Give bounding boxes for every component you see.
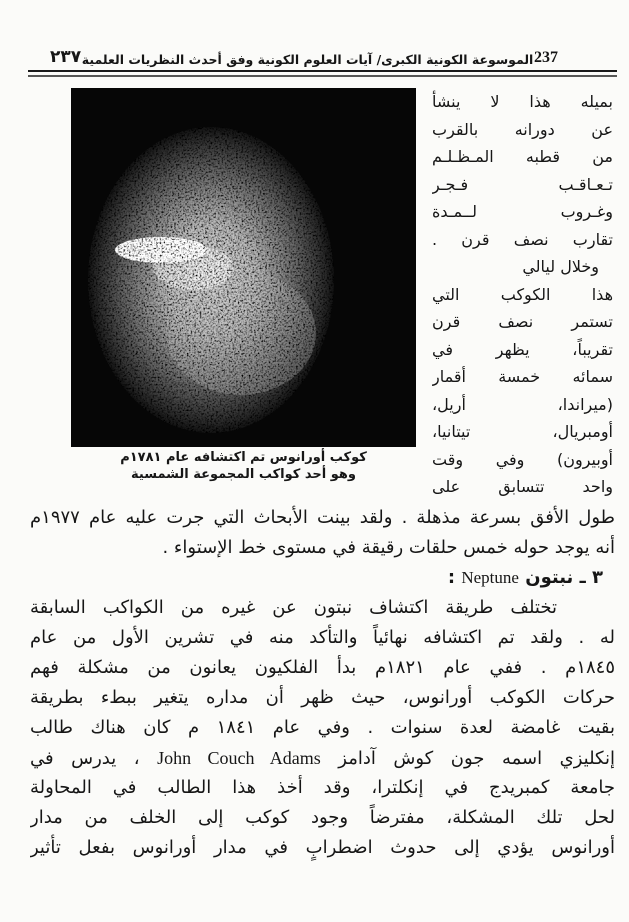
column-line: أوبيرون) وفي وقت xyxy=(432,449,613,469)
caption-line-1: كوكب أورانوس تم اكتشافه عام ١٧٨١م xyxy=(120,450,367,465)
body-line: جامعة كمبريدج في إنكلترا، وقد أخذ هذا الطالب في المحاولة xyxy=(30,777,615,798)
body-line: ١٨٤٥م . ففي عام ١٨٢١م بدأ الفلكيون يعانون من مشكلة فهم xyxy=(30,657,615,678)
column-line: تستمر نصف قرن xyxy=(432,312,613,331)
header-rule-double xyxy=(28,75,617,77)
column-line: وخلال ليالي xyxy=(522,257,599,276)
running-title: الموسوعة الكونية الكبرى/ آيات العلوم الكونية وفق أحدث النظريات العلمية xyxy=(81,52,534,67)
body-line: أنه يوجد حوله خمس حلقات رقيقة في مستوى خط الإستواء . xyxy=(162,537,615,558)
column-line: (ميراندا، أريل، xyxy=(432,394,613,414)
column-line: بميله هذا لا ينشأ xyxy=(432,92,613,111)
page-number-latin: 237 xyxy=(534,49,558,66)
adams-latin-name: John Couch Adams xyxy=(157,748,321,768)
uranus-photo xyxy=(71,88,416,447)
body-line: لحل تلك المشكلة، مفترضاً وجود كوكب إلى الخلف من مدار xyxy=(30,807,615,828)
page-number-arabic: ٢٣٧ xyxy=(50,47,82,67)
column-line: تقارب نصف قرن . xyxy=(432,229,613,249)
figure-caption xyxy=(71,449,416,483)
column-line: تقريباً، يظهر في xyxy=(432,339,613,359)
column-line: هذا الكوكب التي xyxy=(432,284,613,304)
body-line: تختلف طريقة اكتشاف نبتون عن غيره من الكواكب السابقة xyxy=(30,597,557,618)
header-rule xyxy=(28,70,617,72)
adams-line-post: ، يدرس في xyxy=(30,748,140,769)
column-line: وغـروب لــمـدة xyxy=(432,202,613,221)
body-line: طول الأفق بسرعة مذهلة . ولقد بينت الأبحاث التي جرت عليه عام ١٩٧٧م xyxy=(30,507,615,528)
body-line: بقيت غامضة لعدة سنوات . وفي عام ١٨٤١ م كان هناك طالب xyxy=(30,717,615,738)
caption-line-2: وهو أحد كواكب المجموعة الشمسية xyxy=(131,467,356,482)
column-line: تـعـاقـب فـجـر xyxy=(432,174,613,194)
heading-colon: : xyxy=(447,567,456,588)
page-header xyxy=(28,40,613,67)
body-line: له . ولقد تم اكتشافه نهائياً والتأكد منه في تشرين الأول من عام xyxy=(30,627,615,648)
heading-number-and-name: ٣ ـ نبتون xyxy=(525,567,603,588)
side-column-text xyxy=(432,88,613,501)
column-line: سمائه خمسة أقمار xyxy=(432,367,613,386)
column-line: من قطبه المـظـلـم xyxy=(432,147,613,166)
body-line: أورانوس يؤدي إلى حدوث اضطرابٍ في مدار أورانوس بفعل تأثير xyxy=(30,837,615,858)
column-line: أومبريال، تيتانيا، xyxy=(432,422,613,441)
adams-line-pre: إنكليزي اسمه جون كوش آدامز xyxy=(320,748,615,769)
heading-latin-name: Neptune xyxy=(461,568,519,587)
uranus-photo-image xyxy=(71,88,416,447)
body-text xyxy=(30,503,615,863)
body-line-with-latin-name xyxy=(30,743,615,773)
column-line: واحد تتسابق على xyxy=(432,477,613,496)
section-heading-neptune xyxy=(30,563,615,593)
body-line: حركات الكوكب أورانوس، حيث ظهر أن مداره يتغير ببطء بطريقة xyxy=(30,687,615,708)
column-line: عن دورانه بالقرب xyxy=(432,119,613,139)
